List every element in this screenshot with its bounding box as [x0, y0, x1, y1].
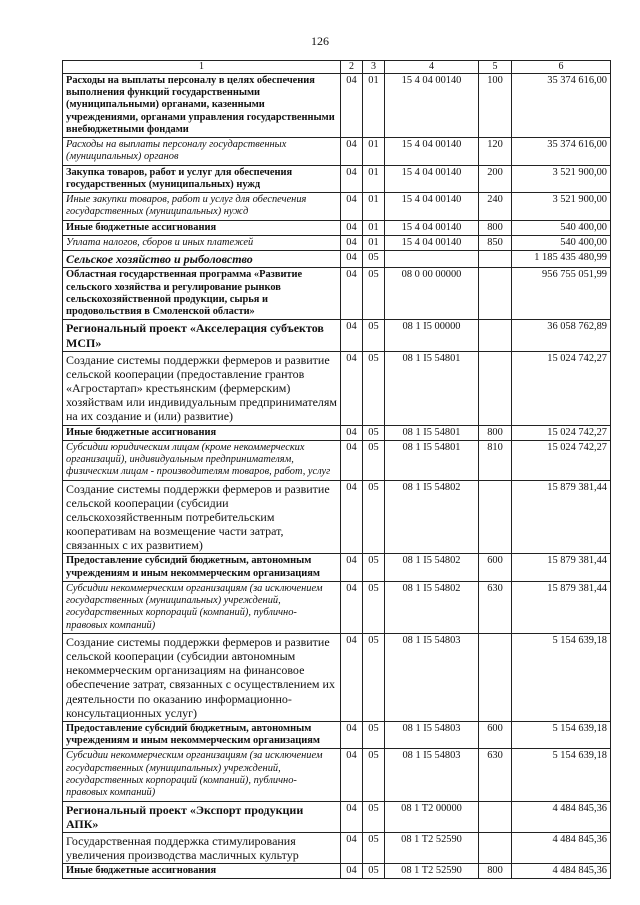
row-expense-type-cell — [479, 320, 512, 351]
row-amount-cell: 4 484 845,36 — [512, 864, 611, 879]
row-subsection-cell: 05 — [363, 480, 385, 554]
row-expense-type-cell: 850 — [479, 235, 512, 250]
row-target-article-cell: 08 1 I5 54801 — [385, 440, 479, 480]
column-header-3: 3 — [363, 61, 385, 74]
row-name-cell: Расходы на выплаты персоналу в целях обеспечения выполнения функций государственными (муниципальными) органами, казенными учреждениями, органами управления государственными внебюджетными фондами — [63, 73, 341, 137]
row-subsection-cell: 01 — [363, 193, 385, 221]
row-expense-type-cell — [479, 480, 512, 554]
row-name-cell: Создание системы поддержки фермеров и развитие сельской кооперации (субсидии автономным некоммерческим организациям на финансовое обеспечение затрат, связанных с осуществлением их деятельности по оказанию информационно-консультационных услуг) — [63, 634, 341, 722]
row-expense-type-cell — [479, 801, 512, 832]
table-row — [63, 235, 611, 250]
row-target-article-cell: 08 1 I5 54802 — [385, 480, 479, 554]
table-row — [63, 749, 611, 801]
row-target-article-cell: 15 4 04 00140 — [385, 165, 479, 193]
row-expense-type-cell: 800 — [479, 864, 512, 879]
row-section-cell: 04 — [341, 235, 363, 250]
row-name-cell: Субсидии некоммерческим организациям (за исключением государственных (муниципальных) учреждений, государственных корпораций (компаний), публично-правовых компаний) — [63, 581, 341, 633]
row-name-cell: Иные бюджетные ассигнования — [63, 864, 341, 879]
row-section-cell: 04 — [341, 581, 363, 633]
row-expense-type-cell: 630 — [479, 581, 512, 633]
row-expense-type-cell — [479, 832, 512, 863]
budget-table — [62, 60, 611, 879]
page-number: 126 — [311, 34, 329, 48]
row-target-article-cell: 08 1 T2 52590 — [385, 832, 479, 863]
row-amount-cell: 540 400,00 — [512, 220, 611, 235]
row-name-cell: Сельское хозяйство и рыболовство — [63, 251, 341, 268]
column-header-5: 5 — [479, 61, 512, 74]
row-amount-cell: 3 521 900,00 — [512, 193, 611, 221]
row-name-cell: Уплата налогов, сборов и иных платежей — [63, 235, 341, 250]
row-target-article-cell: 08 1 I5 54803 — [385, 634, 479, 722]
row-section-cell: 04 — [341, 268, 363, 320]
row-amount-cell: 15 024 742,27 — [512, 425, 611, 440]
row-subsection-cell: 01 — [363, 138, 385, 166]
row-target-article-cell: 08 1 I5 54801 — [385, 351, 479, 425]
row-subsection-cell: 05 — [363, 634, 385, 722]
column-header-1: 1 — [63, 61, 341, 74]
row-subsection-cell: 05 — [363, 864, 385, 879]
row-section-cell: 04 — [341, 138, 363, 166]
table-row — [63, 138, 611, 166]
table-row — [63, 251, 611, 268]
row-expense-type-cell: 200 — [479, 165, 512, 193]
row-subsection-cell: 05 — [363, 554, 385, 582]
row-section-cell: 04 — [341, 320, 363, 351]
row-target-article-cell — [385, 251, 479, 268]
row-name-cell: Иные бюджетные ассигнования — [63, 220, 341, 235]
table-header-row — [63, 61, 611, 74]
row-name-cell: Государственная поддержка стимулирования увеличения производства масличных культур — [63, 832, 341, 863]
row-section-cell: 04 — [341, 832, 363, 863]
row-amount-cell: 956 755 051,99 — [512, 268, 611, 320]
row-section-cell: 04 — [341, 193, 363, 221]
row-expense-type-cell: 630 — [479, 749, 512, 801]
row-target-article-cell: 08 1 I5 54803 — [385, 749, 479, 801]
row-amount-cell: 3 521 900,00 — [512, 165, 611, 193]
row-subsection-cell: 05 — [363, 801, 385, 832]
table-row — [63, 581, 611, 633]
row-subsection-cell: 05 — [363, 832, 385, 863]
row-expense-type-cell — [479, 268, 512, 320]
table-row — [63, 268, 611, 320]
row-expense-type-cell: 600 — [479, 721, 512, 749]
row-name-cell: Создание системы поддержки фермеров и развитие сельской кооперации (предоставление грантов «Агростартап» крестьянским (фермерским) хозяйствам или индивидуальным предпринимателям на их создание и (или) развитие) — [63, 351, 341, 425]
table-row — [63, 554, 611, 582]
table-row — [63, 73, 611, 137]
row-expense-type-cell: 240 — [479, 193, 512, 221]
row-expense-type-cell: 600 — [479, 554, 512, 582]
table-row — [63, 165, 611, 193]
table-row — [63, 801, 611, 832]
table-row — [63, 220, 611, 235]
row-target-article-cell: 15 4 04 00140 — [385, 235, 479, 250]
row-target-article-cell: 08 1 I5 54801 — [385, 425, 479, 440]
row-subsection-cell: 05 — [363, 351, 385, 425]
row-amount-cell: 15 024 742,27 — [512, 440, 611, 480]
row-name-cell: Закупка товаров, работ и услуг для обеспечения государственных (муниципальных) нужд — [63, 165, 341, 193]
row-section-cell: 04 — [341, 864, 363, 879]
row-expense-type-cell — [479, 634, 512, 722]
row-amount-cell: 4 484 845,36 — [512, 832, 611, 863]
row-subsection-cell: 05 — [363, 251, 385, 268]
row-expense-type-cell — [479, 351, 512, 425]
row-expense-type-cell: 800 — [479, 425, 512, 440]
row-subsection-cell: 01 — [363, 235, 385, 250]
row-amount-cell: 5 154 639,18 — [512, 749, 611, 801]
row-subsection-cell: 05 — [363, 721, 385, 749]
row-amount-cell: 15 024 742,27 — [512, 351, 611, 425]
row-name-cell: Субсидии юридическим лицам (кроме некоммерческих организаций), индивидуальным предпринимателям, физическим лицам - производителям товаров, работ, услуг — [63, 440, 341, 480]
row-amount-cell: 36 058 762,89 — [512, 320, 611, 351]
row-amount-cell: 1 185 435 480,99 — [512, 251, 611, 268]
row-amount-cell: 5 154 639,18 — [512, 721, 611, 749]
row-name-cell: Предоставление субсидий бюджетным, автономным учреждениям и иным некоммерческим организациям — [63, 721, 341, 749]
row-section-cell: 04 — [341, 554, 363, 582]
row-name-cell: Региональный проект «Экспорт продукции АПК» — [63, 801, 341, 832]
row-name-cell: Областная государственная программа «Развитие сельского хозяйства и регулирование рынков сельскохозяйственной продукции, сырья и продовольствия в Смоленской области» — [63, 268, 341, 320]
row-expense-type-cell: 100 — [479, 73, 512, 137]
table-row — [63, 634, 611, 722]
row-amount-cell: 15 879 381,44 — [512, 480, 611, 554]
row-subsection-cell: 05 — [363, 440, 385, 480]
row-expense-type-cell: 800 — [479, 220, 512, 235]
row-section-cell: 04 — [341, 634, 363, 722]
row-name-cell: Расходы на выплаты персоналу государственных (муниципальных) органов — [63, 138, 341, 166]
row-section-cell: 04 — [341, 73, 363, 137]
row-target-article-cell: 15 4 04 00140 — [385, 220, 479, 235]
row-section-cell: 04 — [341, 351, 363, 425]
row-target-article-cell: 08 0 00 00000 — [385, 268, 479, 320]
row-section-cell: 04 — [341, 480, 363, 554]
row-target-article-cell: 15 4 04 00140 — [385, 73, 479, 137]
row-section-cell: 04 — [341, 251, 363, 268]
table-row — [63, 425, 611, 440]
row-amount-cell: 4 484 845,36 — [512, 801, 611, 832]
row-subsection-cell: 01 — [363, 73, 385, 137]
row-section-cell: 04 — [341, 220, 363, 235]
row-subsection-cell: 01 — [363, 165, 385, 193]
table-row — [63, 193, 611, 221]
table-body — [63, 73, 611, 879]
row-subsection-cell: 05 — [363, 749, 385, 801]
row-name-cell: Региональный проект «Акселерация субъектов МСП» — [63, 320, 341, 351]
row-target-article-cell: 08 1 I5 54802 — [385, 554, 479, 582]
row-name-cell: Создание системы поддержки фермеров и развитие сельской кооперации (субсидии сельскохозяйственным потребительским кооперативам на возмещение части затрат, связанных с их развитием) — [63, 480, 341, 554]
row-subsection-cell: 05 — [363, 320, 385, 351]
row-target-article-cell: 08 1 I5 00000 — [385, 320, 479, 351]
row-amount-cell: 15 879 381,44 — [512, 581, 611, 633]
row-expense-type-cell — [479, 251, 512, 268]
row-name-cell: Иные бюджетные ассигнования — [63, 425, 341, 440]
table-row — [63, 320, 611, 351]
table-row — [63, 440, 611, 480]
row-expense-type-cell: 810 — [479, 440, 512, 480]
row-subsection-cell: 05 — [363, 268, 385, 320]
row-amount-cell: 5 154 639,18 — [512, 634, 611, 722]
row-target-article-cell: 08 1 I5 54802 — [385, 581, 479, 633]
row-subsection-cell: 05 — [363, 581, 385, 633]
row-name-cell: Предоставление субсидий бюджетным, автономным учреждениям и иным некоммерческим организациям — [63, 554, 341, 582]
row-section-cell: 04 — [341, 749, 363, 801]
column-header-6: 6 — [512, 61, 611, 74]
row-name-cell: Субсидии некоммерческим организациям (за исключением государственных (муниципальных) учреждений, государственных корпораций (компаний), публично-правовых компаний) — [63, 749, 341, 801]
table-row — [63, 864, 611, 879]
row-target-article-cell: 08 1 T2 52590 — [385, 864, 479, 879]
row-amount-cell: 540 400,00 — [512, 235, 611, 250]
table-row — [63, 721, 611, 749]
column-header-2: 2 — [341, 61, 363, 74]
row-amount-cell: 35 374 616,00 — [512, 138, 611, 166]
table-row — [63, 351, 611, 425]
row-subsection-cell: 05 — [363, 425, 385, 440]
row-section-cell: 04 — [341, 801, 363, 832]
row-target-article-cell: 15 4 04 00140 — [385, 193, 479, 221]
row-amount-cell: 15 879 381,44 — [512, 554, 611, 582]
row-section-cell: 04 — [341, 721, 363, 749]
row-section-cell: 04 — [341, 440, 363, 480]
row-target-article-cell: 08 1 I5 54803 — [385, 721, 479, 749]
row-subsection-cell: 01 — [363, 220, 385, 235]
row-section-cell: 04 — [341, 165, 363, 193]
row-amount-cell: 35 374 616,00 — [512, 73, 611, 137]
row-target-article-cell: 08 1 T2 00000 — [385, 801, 479, 832]
row-name-cell: Иные закупки товаров, работ и услуг для обеспечения государственных (муниципальных) нужд — [63, 193, 341, 221]
row-section-cell: 04 — [341, 425, 363, 440]
row-target-article-cell: 15 4 04 00140 — [385, 138, 479, 166]
column-header-4: 4 — [385, 61, 479, 74]
table-row — [63, 832, 611, 863]
row-expense-type-cell: 120 — [479, 138, 512, 166]
table-row — [63, 480, 611, 554]
